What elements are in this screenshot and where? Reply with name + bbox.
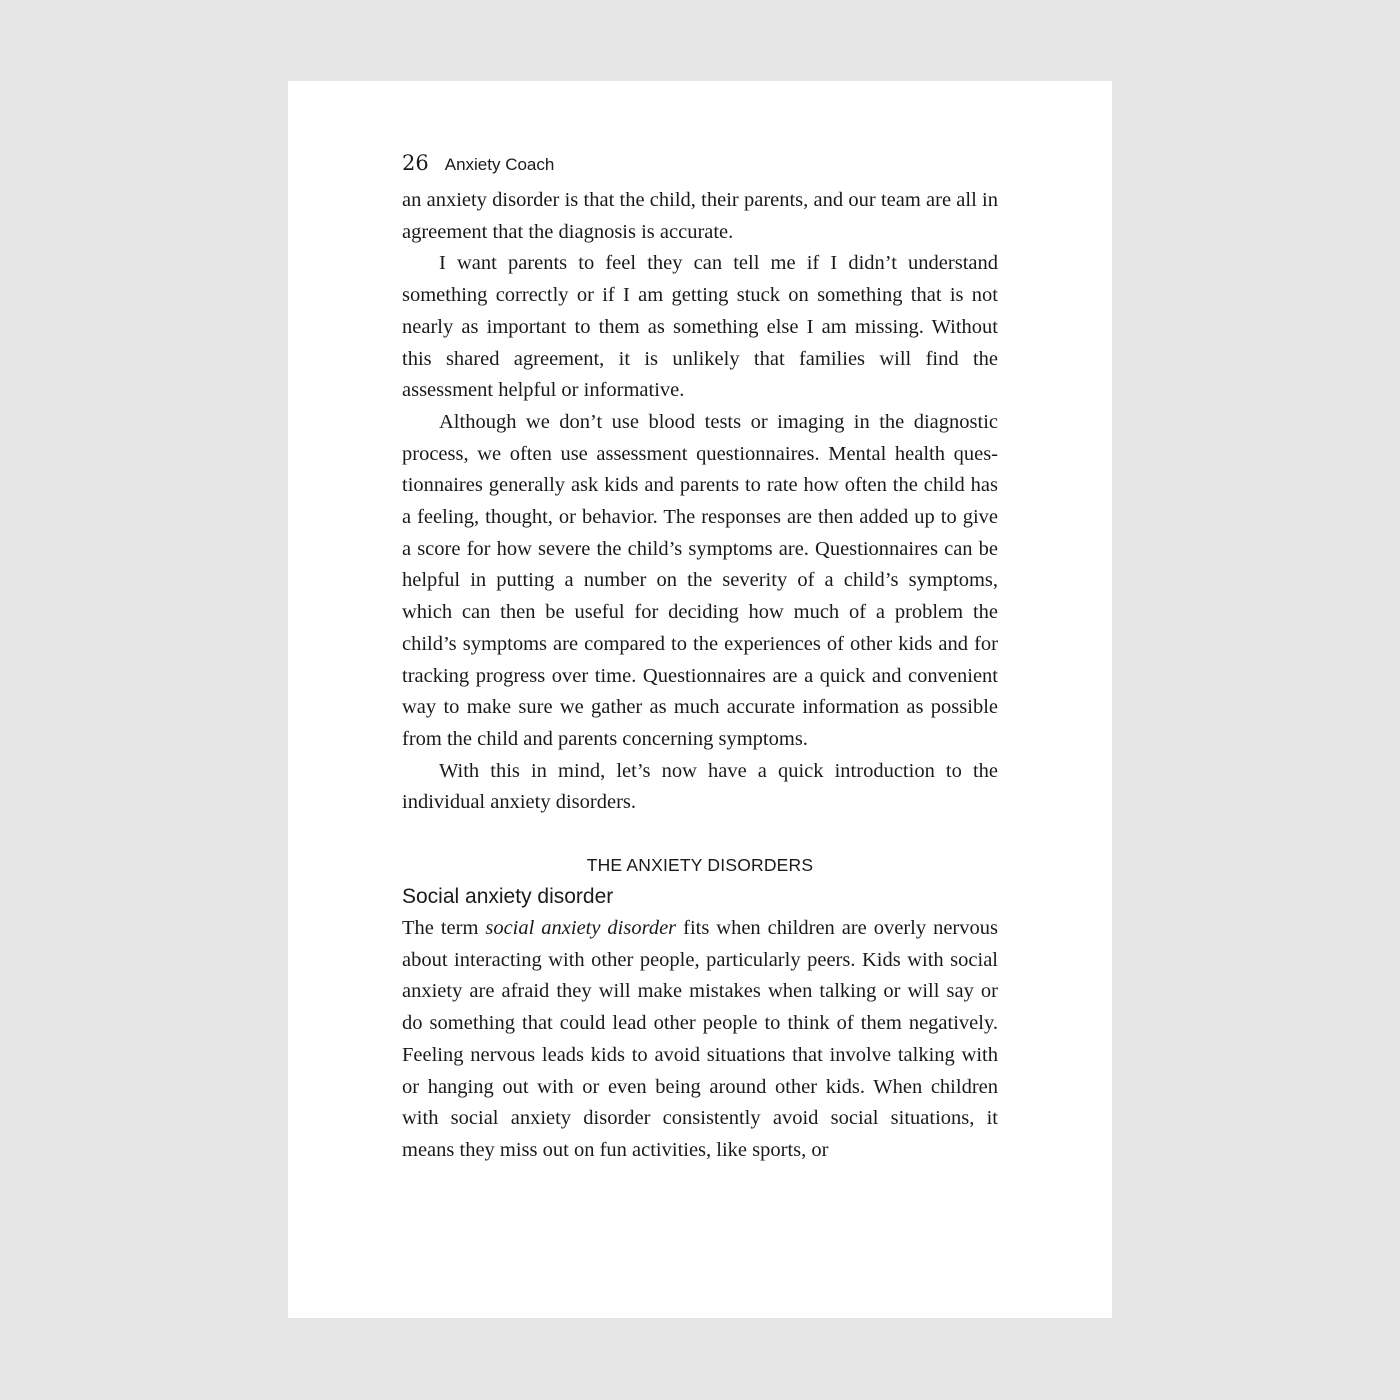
body-text: [402, 185, 998, 1167]
running-head: [402, 151, 998, 185]
subsection-heading: Social anxiety disorder: [402, 885, 614, 909]
section-heading: THE ANXIETY DISORDERS: [586, 855, 814, 876]
section-paragraph: [402, 913, 998, 1167]
book-title: Anxiety Coach: [444, 155, 555, 174]
paragraph: I want parents to feel they can tell me if I didn’t understand something correctly or if I am getting stuck on something that is not nearly as important to them as something else I am missing. Without this shared agreement, it is unlikely that families will find the assessment helpful or informative.: [402, 252, 998, 402]
paragraph: Although we don’t use blood tests or imaging in the diagnostic process, we often use assessment questionnaires. Mental health questionnaires generally ask kids and parents to rate how often the child has a feeling, thought, or behavior. The responses are then added up to give a score for how severe the child’s symptoms are. Questionnaires can be helpful in putting a number on the severity of a child’s symptoms, which can then be useful for deciding how much of a problem the child’s symptoms are compared to the experiences of other kids and for tracking progress over time. Questionnaires are a quick and convenient way to make sure we gather as much accurate information as possible from the child and parents concerning symptoms.: [402, 410, 998, 750]
paragraph: With this in mind, let’s now have a quick introduction to the individual anxiety disorders.: [402, 759, 998, 814]
paragraph-start: The term: [402, 917, 486, 940]
paragraph-continued: an anxiety disorder is that the child, their parents, and our team are all in agreement that the diagnosis is accurate.: [402, 189, 998, 243]
page-number: 26: [402, 151, 429, 175]
italic-term: social anxiety disorder: [485, 917, 677, 940]
book-page: [288, 81, 1112, 1318]
page-content: [402, 151, 998, 1167]
paragraph-rest: fits when children are overly nervous about interacting with other people, particularly peers. Kids with social anxiety are afraid they will make mistakes when talking or will say or do something that could lead other people to think of them negatively. Feeling nervous leads kids to avoid situations that involve talking with or hanging out with or even being around other kids. When children with social anxiety disorder consistently avoid social situations, it means they miss out on fun activities, like sports, or: [402, 917, 998, 1161]
